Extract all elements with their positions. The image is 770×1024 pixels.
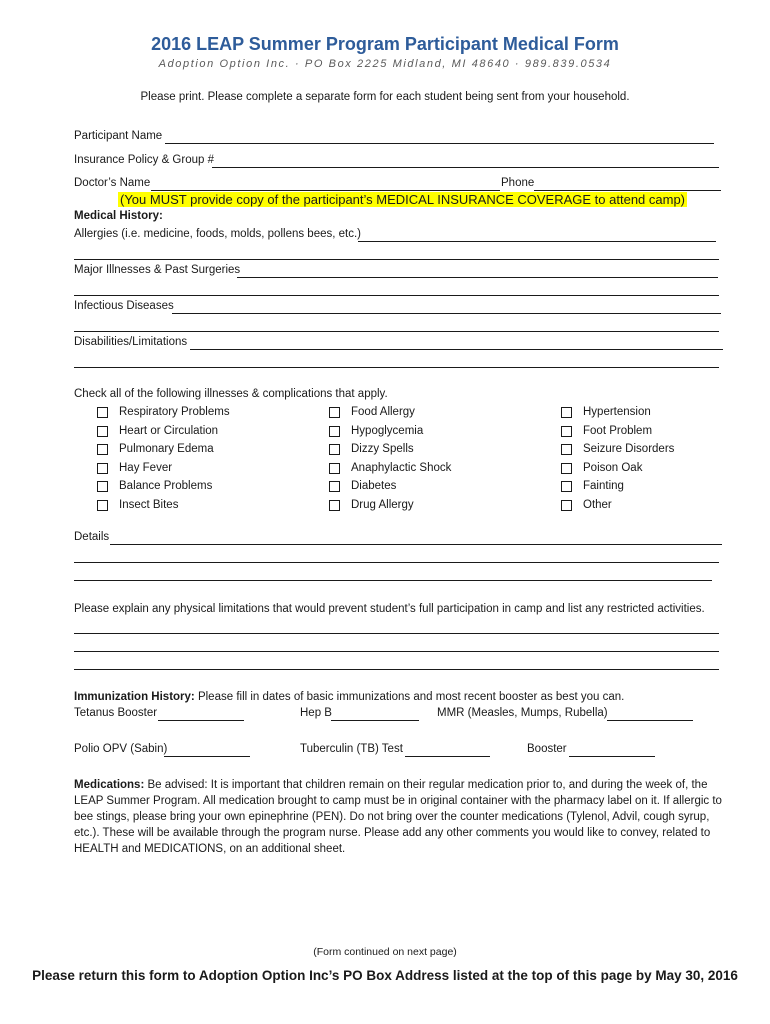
insurance-notice: (You MUST provide copy of the participant’s MEDICAL INSURANCE COVERAGE to attend camp) [120,192,686,207]
polio-field[interactable] [164,756,250,757]
tetanus-field[interactable] [158,720,244,721]
allergies-field[interactable] [358,241,716,242]
tetanus-label: Tetanus Booster [74,707,158,719]
hepb-field[interactable] [331,720,419,721]
participant-name-field[interactable] [165,143,714,144]
instructions-text: Please print. Please complete a separate form for each student being sent from your household. [140,91,630,103]
physical-limitations-prompt: Please explain any physical limitations that would prevent student’s full participation in camp and list any restricted activities. [74,603,705,615]
infectious-label: Infectious Diseases [74,300,174,312]
details-label: Details [74,531,110,543]
mmr-field[interactable] [607,720,693,721]
checklist-prompt: Check all of the following illnesses & complications that apply. [74,388,388,400]
dizzy-spells-checkbox[interactable] [329,444,340,455]
dizzy-spells-label: Dizzy Spells [351,443,414,455]
food-allergy-label: Food Allergy [351,406,415,418]
medications-paragraph [74,777,730,857]
disabilities-label: Disabilities/Limitations [74,336,188,348]
phone-label: Phone [501,177,535,189]
allergies-label: Allergies (i.e. medicine, foods, molds, pollens bees, etc.) [74,228,361,240]
illnesses-label: Major Illnesses & Past Surgeries [74,264,241,276]
tb-label: Tuberculin (TB) Test [300,743,403,755]
insect-bites-checkbox[interactable] [97,500,108,511]
foot-problem-label: Foot Problem [583,424,653,437]
details-field-line2[interactable] [74,562,719,563]
fainting-label: Fainting [583,480,624,492]
insurance-field[interactable] [212,167,719,168]
continued-note: (Form continued on next page) [313,946,457,958]
anaphylactic-shock-checkbox[interactable] [329,463,340,474]
insect-bites-label: Insect Bites [119,498,179,511]
hypertension-checkbox[interactable] [561,407,572,418]
pulmonary-edema-label: Pulmonary Edema [119,443,214,455]
pulmonary-edema-checkbox[interactable] [97,444,108,455]
respiratory-problems-checkbox[interactable] [97,407,108,418]
seizure-disorders-checkbox[interactable] [561,444,572,455]
poison-oak-checkbox[interactable] [561,463,572,474]
anaphylactic-shock-label: Anaphylactic Shock [351,461,452,474]
medical-history-heading: Medical History: [74,210,163,222]
hepb-label: Hep B [300,707,332,719]
other-label: Other [583,498,612,511]
booster-label: Booster [527,743,567,755]
physical-limitations-line3[interactable] [74,669,719,670]
booster-field[interactable] [569,756,655,757]
illnesses-field[interactable] [237,277,718,278]
physical-limitations-line2[interactable] [74,651,719,652]
heart-or-circulation-checkbox[interactable] [97,426,108,437]
hypertension-label: Hypertension [583,406,651,418]
medications-text: Be advised: It is important that children remain on their regular medication prior to, and during the week of, the LEAP Summer Program. All medication brought to camp must be in original container with the pharmacy label on it. If allergic to bee stings, please bring your own epinephrine (PEN). Do not bring over the counter medications (Tylenol, Advil, cough syrup, etc.). These will be available through the program nurse. Please add any other comments you would like to convey, related to HEALTH and MEDICATIONS, on an additional sheet. [74,779,722,855]
hypoglycemia-label: Hypoglycemia [351,424,424,437]
seizure-disorders-label: Seizure Disorders [583,443,675,455]
participant-name-label: Participant Name [74,130,163,142]
hypoglycemia-checkbox[interactable] [329,426,340,437]
details-field[interactable] [110,544,722,545]
return-instructions: Please return this form to Adoption Option Inc’s PO Box Address listed at the top of this page by May 30, 2016 [32,968,738,983]
infectious-field-line2[interactable] [74,331,719,332]
immunization-heading: Immunization History: [74,691,195,703]
heart-or-circulation-label: Heart or Circulation [119,424,219,437]
hay-fever-label: Hay Fever [119,461,173,474]
infectious-field[interactable] [172,313,721,314]
fainting-checkbox[interactable] [561,481,572,492]
balance-problems-label: Balance Problems [119,480,213,492]
details-field-line3[interactable] [74,580,712,581]
medications-heading: Medications: [74,779,145,791]
illnesses-field-line2[interactable] [74,295,719,296]
immunization-intro [74,691,624,703]
respiratory-problems-label: Respiratory Problems [119,406,230,418]
drug-allergy-label: Drug Allergy [351,498,414,511]
polio-label: Polio OPV (Sabin) [74,743,168,755]
allergies-field-line2[interactable] [74,259,719,260]
food-allergy-checkbox[interactable] [329,407,340,418]
insurance-label: Insurance Policy & Group # [74,154,214,166]
tb-field[interactable] [405,756,490,757]
form-title: 2016 LEAP Summer Program Participant Medical Form [151,34,619,54]
poison-oak-label: Poison Oak [583,461,643,474]
drug-allergy-checkbox[interactable] [329,500,340,511]
mmr-label: MMR (Measles, Mumps, Rubella) [437,707,608,719]
phone-field[interactable] [534,190,721,191]
organization-address: Adoption Option Inc. · PO Box 2225 Midland, MI 48640 · 989.839.0534 [158,58,612,70]
immunization-intro-text: Please fill in dates of basic immunizations and most recent booster as best you can. [194,691,625,703]
other-checkbox[interactable] [561,500,572,511]
doctor-name-label: Doctor’s Name [74,177,151,189]
balance-problems-checkbox[interactable] [97,481,108,492]
disabilities-field[interactable] [190,349,723,350]
diabetes-label: Diabetes [351,480,397,492]
doctor-name-field[interactable] [151,190,500,191]
physical-limitations-line1[interactable] [74,633,719,634]
diabetes-checkbox[interactable] [329,481,340,492]
hay-fever-checkbox[interactable] [97,463,108,474]
foot-problem-checkbox[interactable] [561,426,572,437]
disabilities-field-line2[interactable] [74,367,719,368]
